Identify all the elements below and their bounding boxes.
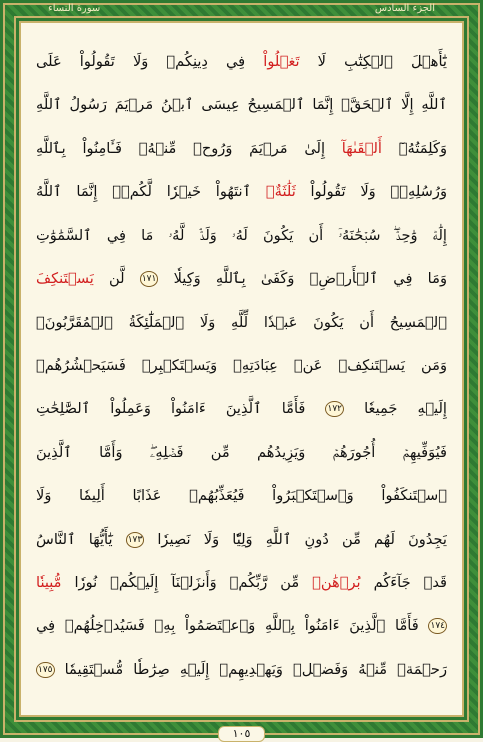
verse-text: قَدۡ جَآءَكُم xyxy=(360,574,447,592)
page-header xyxy=(18,0,465,16)
juz-name: الجزء السادس xyxy=(374,2,435,14)
verse-text: ٱللَّهِ إِلَّا ٱلۡحَقَّۚ إِنَّمَا ٱلۡمَسِيحُ عِيسَى ٱبۡنُ مَرۡيَمَ رَسُولُ ٱللَّهِ xyxy=(36,96,447,114)
verse-line xyxy=(36,346,447,386)
verse-line xyxy=(36,476,447,516)
tajweed-highlight-word: بُرۡهَٰنٞ xyxy=(312,574,361,592)
verse-lines xyxy=(36,42,447,690)
ayah-number-marker: ١٧٤ xyxy=(428,618,447,634)
verse-line xyxy=(36,129,447,169)
verse-text: إِلَٰهٞ وَٰحِدٞۖ سُبۡحَٰنَهُۥٓ أَن يَكُونَ لَهُۥ وَلَدٞۘ لَّهُۥ مَا فِي ٱلسَّمَٰوَٰتِ xyxy=(36,226,447,244)
verse-text: يَٰٓأَهۡلَ ٱلۡكِتَٰبِ لَا xyxy=(299,53,447,70)
verse-text: وَكَلِمَتُهُۥٓ xyxy=(381,139,447,157)
verse-text: لَّن xyxy=(93,270,140,288)
tajweed-highlight-word: مُّبِينٗا xyxy=(36,574,62,592)
verse-text: إِلَىٰ مَرۡيَمَ وَرُوحٞ مِّنۡهُۖ فَـَٔامِنُواْ بِٱللَّهِ xyxy=(36,139,342,157)
tajweed-highlight-word: تَغۡلُواْ xyxy=(263,53,300,70)
verse-text: رَحۡمَةٖ مِّنۡهُ وَفَضۡلٖ وَيَهۡدِيهِمۡ إِلَيۡهِ صِرَٰطٗا مُّسۡتَقِيمٗا xyxy=(54,660,447,678)
ayah-number-marker: ١٧١ xyxy=(140,271,159,287)
verse-line xyxy=(36,520,447,560)
ayah-number-marker: ١٧٣ xyxy=(126,532,145,548)
verse-line xyxy=(36,563,447,603)
verse-text: ٱنتَهُواْ خَيۡرٗا لَّكُمۡۚ إِنَّمَا ٱللَّهُ xyxy=(36,183,266,201)
verse-text: وَمَن يَسۡتَنكِفۡ عَنۡ عِبَادَتِهِۦ وَيَسۡتَكۡبِرۡ فَسَيَحۡشُرُهُمۡ xyxy=(36,356,447,374)
verse-text: فَأَمَّا ٱلَّذِينَ ءَامَنُواْ بِٱللَّهِ وَٱعۡتَصَمُواْ بِهِۦ فَسَيُدۡخِلُهُمۡ فِي xyxy=(36,617,429,635)
verse-text: فَيُوَفِّيهِمۡ أُجُورَهُمۡ وَيَزِيدُهُم مِّن فَضۡلِهِۦۖ وَأَمَّا ٱلَّذِينَ xyxy=(36,443,447,461)
verse-line xyxy=(36,606,447,646)
text-area xyxy=(14,16,469,722)
verse-text: مِّن رَّبِّكُمۡ وَأَنزَلۡنَآ إِلَيۡكُمۡ نُورٗا xyxy=(61,574,313,592)
tajweed-highlight-word: ثَلَٰثَةٌۚ xyxy=(265,183,296,201)
tajweed-highlight-word: يَسۡتَنكِفَ xyxy=(36,270,94,288)
ayah-number-marker: ١٧٥ xyxy=(36,662,55,678)
verse-text: فِي دِينِكُمۡ وَلَا تَقُولُواْ عَلَى xyxy=(36,53,264,70)
page-footer xyxy=(0,722,483,740)
verse-text: يَٰٓأَيُّهَا ٱلنَّاسُ xyxy=(36,530,126,548)
verse-line xyxy=(36,303,447,343)
page-number: ١٠٥ xyxy=(218,726,266,742)
verse-line xyxy=(36,433,447,473)
verse-line xyxy=(36,259,447,299)
tajweed-highlight-word: أَلۡقَىٰهَآ xyxy=(341,139,382,157)
ayah-number-marker: ١٧٢ xyxy=(325,401,344,417)
verse-text: وَمَا فِي ٱلۡأَرۡضِۗ وَكَفَىٰ بِٱللَّهِ وَكِيلٗا xyxy=(158,270,447,288)
verse-text: وَرُسُلِهِۦۖ وَلَا تَقُولُواْ xyxy=(295,183,447,201)
verse-text: يَجِدُونَ لَهُم مِّن دُونِ ٱللَّهِ وَلِيّٗا وَلَا نَصِيرٗا xyxy=(144,530,447,548)
verse-text: فَأَمَّا ٱلَّذِينَ ءَامَنُواْ وَعَمِلُواْ ٱلصَّٰلِحَٰتِ xyxy=(36,400,326,418)
verse-text: إِلَيۡهِ جَمِيعٗا xyxy=(344,400,447,418)
verse-line xyxy=(36,42,447,82)
surah-name: سورة النساء xyxy=(48,2,101,14)
verse-line xyxy=(36,172,447,212)
verse-text: ٱسۡتَنكَفُواْ وَٱسۡتَكۡبَرُواْ فَيُعَذِّبُهُمۡ عَذَابًا أَلِيمٗا وَلَا xyxy=(36,487,447,505)
verse-line xyxy=(36,216,447,256)
verse-line xyxy=(36,389,447,429)
verse-text: ٱلۡمَسِيحُ أَن يَكُونَ عَبۡدٗا لِّلَّهِ وَلَا ٱلۡمَلَٰٓئِكَةُ ٱلۡمُقَرَّبُونَۚ xyxy=(36,313,447,331)
verse-line xyxy=(36,85,447,125)
verse-line xyxy=(36,650,447,690)
